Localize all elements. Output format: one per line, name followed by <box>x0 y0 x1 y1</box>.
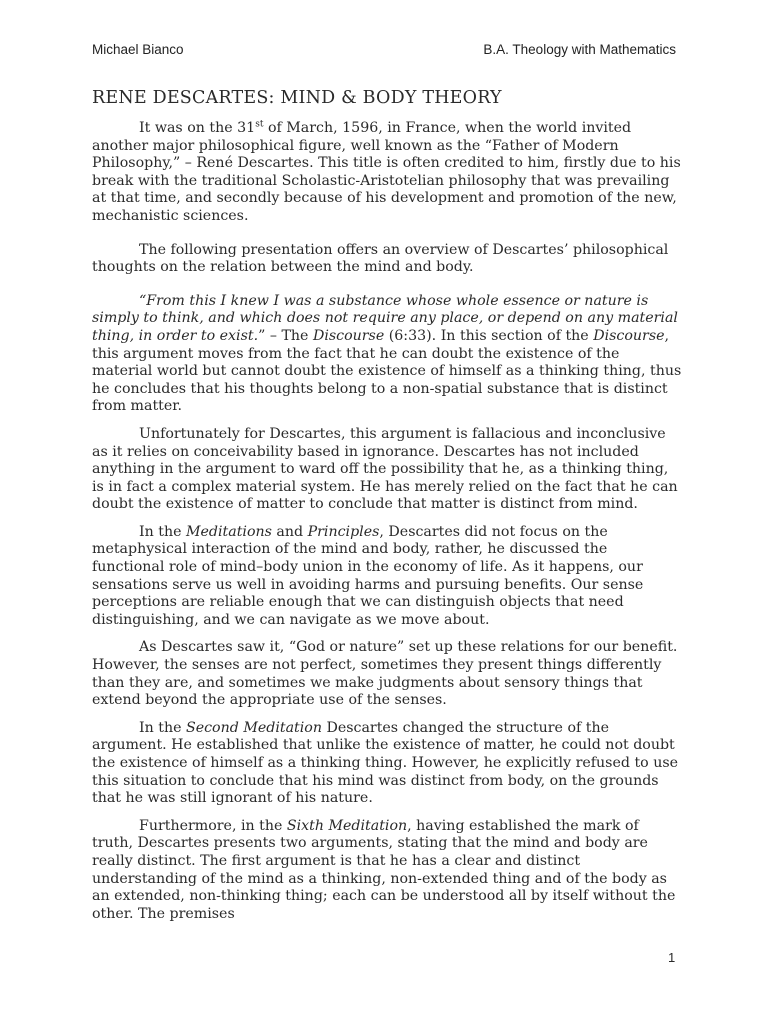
paragraph-meditations-principles <box>92 524 684 630</box>
paragraph-overview: The following presentation offers an overview of Descartes’ philosophical thoughts on the relation between the mind and body. <box>92 241 669 276</box>
document-title: RENE DESCARTES: MIND & BODY THEORY <box>92 88 502 108</box>
sixth-meditation-title: Sixth Meditation <box>286 817 408 834</box>
header-course: B.A. Theology with Mathematics <box>483 42 676 57</box>
p1-text-start: It was on the 31 <box>139 120 256 136</box>
page-header <box>92 42 676 57</box>
p5-text-rest: , Descartes did not focus on the metaphysical interaction of the mind and body, rather, he discussed the functional role of mind–body union in the economy of life. As it happens, our sensations serve us well in avoiding harms and pursuing benefits. Our sense perceptions are reliable enough that we can distinguish objects that need distinguishing, and we can navigate as we move about. <box>92 523 644 628</box>
p3-citation-mid: (6:33). In this section of the <box>384 327 594 344</box>
discourse-quote: “From this I knew I was a substance whose whole essence or nature is simply to think, and which does not require any place, or depend on any material thing, in order to exist. <box>92 292 678 344</box>
meditations-title: Meditations <box>186 523 272 540</box>
discourse-title: Discourse <box>312 327 385 344</box>
principles-title: Principles <box>307 523 380 540</box>
p5-text-start: In the <box>139 523 186 540</box>
p1-text-rest: of March, 1596, in France, when the world invited another major philosophical figure, well known as the “Father of Modern Philosophy,” – René Descartes. This title is often credited to him, firstly due to his break with the traditional Scholastic-Aristotelian philosophy that was prevailing at that time, and secondly because of his development and promotion of the new, mechanistic sciences. <box>92 120 681 224</box>
document-body <box>92 120 684 933</box>
header-author: Michael Bianco <box>92 42 184 57</box>
paragraph-sixth-meditation <box>92 818 684 924</box>
p8-text-rest: , having established the mark of truth, Descartes presents two arguments, stating that the mind and body are really distinct. The first argument is that he has a clear and distinct understanding of the mind as a thinking, non-extended thing and of the body as an extended, non-thinking thing; each can be understood all by itself without the other. The premises <box>92 817 676 922</box>
paragraph-discourse-quote <box>92 293 684 416</box>
p7-text-start: In the <box>139 719 186 736</box>
paragraph-intro <box>92 120 684 226</box>
paragraph-second-meditation <box>92 720 684 808</box>
p3-citation-start: ” – The <box>258 327 313 344</box>
discourse-title-2: Discourse <box>593 327 665 344</box>
p5-conjunction: and <box>271 523 308 540</box>
p7-text-rest: Descartes changed the structure of the argument. He established that unlike the existence of matter, he could not doubt the existence of himself as a thinking thing. However, he explicitly refused to use this situation to conclude that his mind was distinct from body, on the grounds that he was still ignorant of his nature. <box>92 719 679 807</box>
page-number: 1 <box>668 950 676 965</box>
paragraph-god-or-nature: As Descartes saw it, “God or nature” set up these relations for our benefit. However, the senses are not perfect, sometimes they present things differently than they are, and sometimes we make judgments about sensory things that extend beyond the appropriate use of the senses. <box>92 639 678 709</box>
paragraph-fallacy: Unfortunately for Descartes, this argument is fallacious and inconclusive as it relies on conceivability based in ignorance. Descartes has not included anything in the argument to ward off the possibility that he, as a thinking thing, is in fact a complex material system. He has merely relied on the fact that he can doubt the existence of matter to conclude that matter is distinct from mind. <box>92 425 678 513</box>
p3-text-rest: , this argument moves from the fact that he can doubt the existence of the material world but cannot doubt the existence of himself as a thinking thing, thus he concludes that his thoughts belong to a non-spatial substance that is distinct from matter. <box>92 327 682 415</box>
ordinal-suffix: st <box>255 119 264 130</box>
second-meditation-title: Second Meditation <box>186 719 322 736</box>
p8-text-start: Furthermore, in the <box>139 817 287 834</box>
